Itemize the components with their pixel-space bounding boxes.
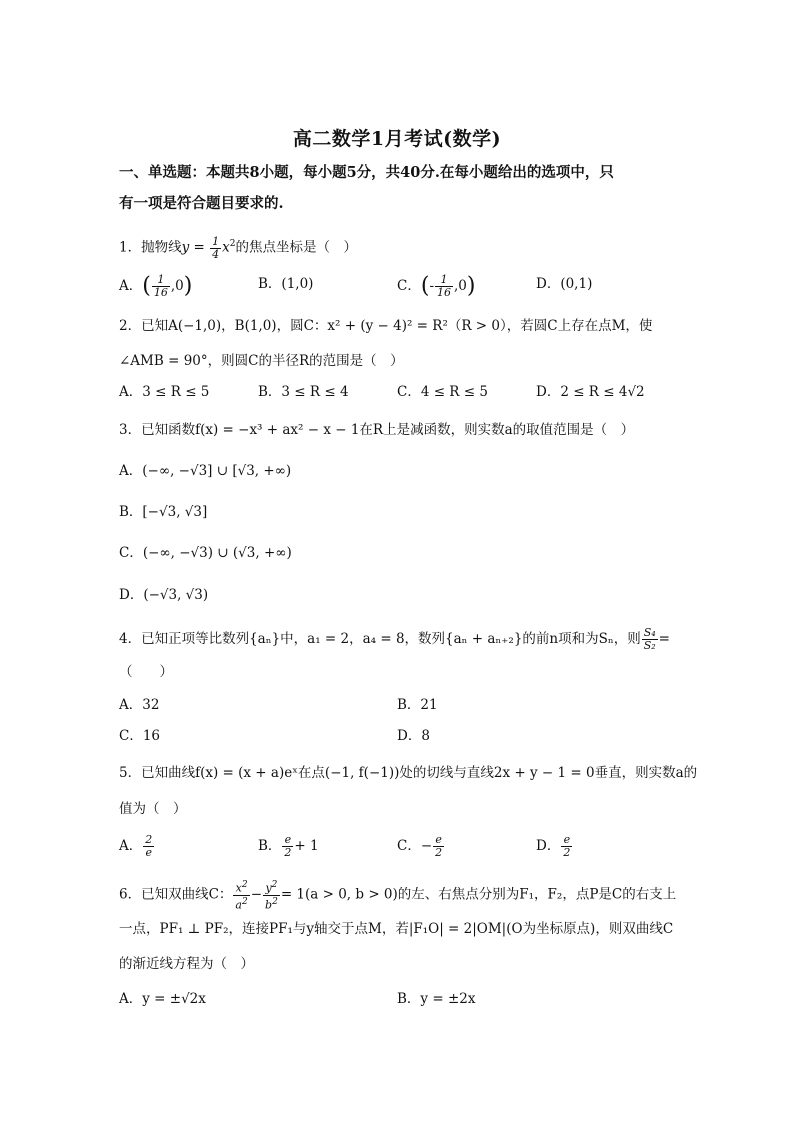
question-1-text-pre: 抛物线 [141,239,182,256]
fraction-one-quarter: $\frac{1}{4}$ [212,234,220,261]
question-6-option-a[interactable]: A．y = ±√2x [119,991,206,1007]
question-4-stem: 4．已知正项等比数列{aₙ}中，a₁ = 2，a₄ = 8，数列{aₙ + aₙ₊₂}的前n项和为Sₙ，则 $\frac{\text{S₄}}{\text{S₂}}$ = [119,626,670,652]
question-4-option-a[interactable]: A．32 [119,697,160,713]
question-2-line1: 2．已知A(−1,0)，B(1,0)，圆C：x² + (y − 4)² = R²（R > 0），若圆C上存在点M，使 [119,318,653,334]
question-5-option-a[interactable]: A． $\frac{2}{e}$ [119,833,153,859]
fraction-s4-over-s2: $\frac{\text{S₄}}{\text{S₂}}$ [643,626,656,652]
question-5-line1: 5．已知曲线f(x) = (x + a)eˣ在点(−1, f(−1))处的切线与直线2x + y − 1 = 0垂直，则实数a的 [119,765,698,781]
question-3-option-c[interactable]: C．(−∞, −√3) ∪ (√3, +∞) [119,545,292,561]
question-5-option-d[interactable]: D． $\frac{e}{2}$ [536,833,571,859]
question-6-line2: 一点，PF₁ ⊥ PF₂，连接PF₁与y轴交于点M，若|F₁O| = 2|OM|(O为坐标原点)，则双曲线C [119,921,674,937]
question-1-number: 1． [119,239,142,256]
question-1-option-b[interactable]: B．(1,0) [258,276,314,292]
question-4-option-c[interactable]: C．16 [119,728,161,744]
exam-title: 高二数学1月考试(数学) [292,128,502,150]
question-5-option-c[interactable]: C．− $\frac{e}{2}$ [397,833,443,859]
question-1-text-post: 的焦点坐标是（ ） [235,239,357,256]
question-2-option-b[interactable]: B．3 ≤ R ≤ 4 [258,384,349,400]
question-1-stem: 1．抛物线y = $\frac{1}{4}$ $x^2$的焦点坐标是（ ） [119,234,357,261]
section-heading-line1: 一、单选题：本题共8小题，每小题5分，共40分.在每小题给出的选项中，只 [119,164,614,181]
question-1-option-d[interactable]: D．(0,1) [536,276,593,292]
question-6-line3: 的渐近线方程为（ ） [119,956,254,972]
question-3-option-d[interactable]: D．(−√3, √3) [119,587,209,603]
question-3-stem: 3．已知函数f(x) = −x³ + ax² − x − 1在R上是减函数，则实数a的取值范围是（ ） [119,422,635,438]
question-6-line1: 6．已知双曲线C： $\frac{x^2}{a^2}$ − $\frac{y^2}{b^2}$ = 1(a > 0, b > 0)的左、右焦点分别为F₁，F₂，点P是C的右支上 [119,880,677,912]
question-1-option-c[interactable]: C．(- $\frac{1}{16}$ ,0) [397,273,476,299]
question-2-line2: ∠AMB = 90°，则圆C的半径R的范围是（ ） [119,353,404,369]
question-5-option-b[interactable]: B． $\frac{e}{2}$ + 1 [258,833,319,859]
question-3-option-b[interactable]: B．[−√3, √3] [119,504,208,520]
question-4-option-d[interactable]: D．8 [397,728,430,744]
question-1-option-a[interactable]: A．( $\frac{1}{16}$ ,0) [119,273,193,299]
question-5-line2: 值为（ ） [119,801,187,817]
question-4-paren: （ ） [119,664,173,680]
question-4-option-b[interactable]: B．21 [397,697,438,713]
question-2-option-d[interactable]: D．2 ≤ R ≤ 4√2 [536,384,645,400]
question-2-option-a[interactable]: A．3 ≤ R ≤ 5 [119,384,210,400]
question-6-option-b[interactable]: B．y = ±2x [397,991,476,1007]
question-3-option-a[interactable]: A．(−∞, −√3] ∪ [√3, +∞) [119,463,292,479]
section-heading-line2: 有一项是符合题目要求的. [119,195,284,212]
question-2-option-c[interactable]: C．4 ≤ R ≤ 5 [397,384,488,400]
